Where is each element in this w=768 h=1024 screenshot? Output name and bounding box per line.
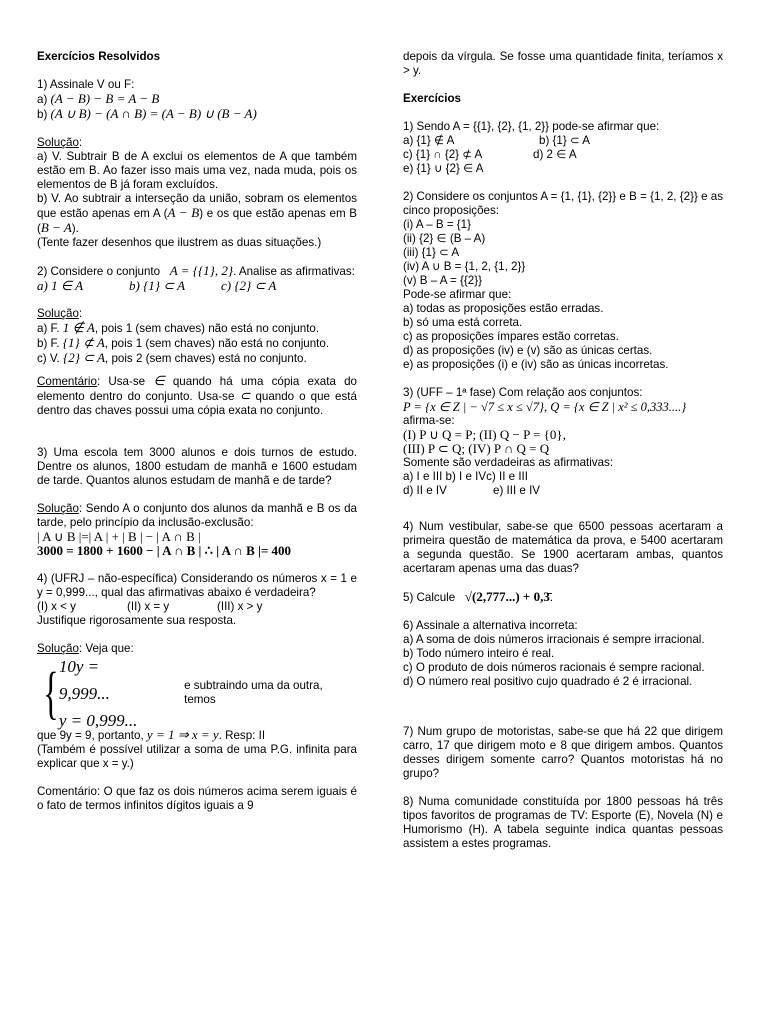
e2-option-d: d) as proposições (iv) e (v) são as únicas certas. [403,344,653,357]
q2-solution-c: c) V. {2} ⊂ A, pois 2 (sem chaves) está no conjunto. [37,350,307,365]
question-4 [37,572,357,813]
e2-prop-iv: (iv) A ∪ B = {1, 2, {1, 2}} [403,260,526,273]
q4-justify: Justifique rigorosamente sua resposta. [37,614,237,627]
e2-option-a: a) todas as proposições estão erradas. [403,302,604,315]
e2-ask: Pode-se afirmar que: [403,288,512,301]
e4-stem: 4) Num vestibular, sabe-se que 6500 pessoas acertaram a primeira questão de matemática da prova, e 5400 acertaram a segunda questão. Se 1900 acertaram ambas, quantos acertaram apenas uma das duas? [403,520,723,575]
q4-option-1: (I) x < y [37,600,76,613]
e2-prop-i: (i) A – B = {1} [403,218,471,231]
q2-option-a: a) 1 ∈ A [37,278,84,293]
left-column [37,50,357,813]
e1-stem: 1) Sendo A = {{1}, {2}, {1, 2}} pode-se afirmar que: [403,120,660,133]
q4-option-3: (III) x > y [217,600,263,613]
exercise-7 [403,725,723,781]
e2-stem: 2) Considere os conjuntos A = {1, {1}, {2}} e B = {1, 2, {2}} e as cinco proposições: [403,190,723,217]
question-3 [37,446,357,558]
q1-solution-b: b) V. Ao subtrair a interseção da união, sobram os elementos que estão apenas em A (A − B) e os que estão apenas em B (B − A). [37,192,357,235]
q4-options [37,600,357,614]
q4-equation-2: y = 0,999... [58,710,138,730]
e3-option-d: d) II e IV [403,484,447,497]
q1-option-b: b) (A ∪ B) − (A ∩ B) = (A − B) ∪ (B − A) [37,106,257,121]
e3-stem: 3) (UFF – 1ª fase) Com relação aos conjuntos: [403,386,643,399]
e3-afirma: afirma-se: [403,414,455,427]
q3-formula-1: | A ∪ B |=| A | + | B | − | A ∩ B | [37,529,201,544]
q2-solution-b: b) F. {1} ⊄ A, pois 1 (sem chaves) não está no conjunto. [37,335,330,350]
e3-sets: P = {x ∈ Z | − √7 ≤ x ≤ √7}, Q = {x ∈ Z | x² ≤ 0,333....} [403,400,687,414]
q3-formula-2: 3000 = 1800 + 1600 − | A ∩ B | ∴ | A ∩ B |= 400 [37,543,292,558]
q2-solution-a: a) F. 1 ∉ A, pois 1 (sem chaves) não está no conjunto. [37,320,320,335]
e6-option-a: a) A soma de dois números irracionais é sempre irracional. [403,633,705,646]
q3-stem: 3) Uma escola tem 3000 alunos e dois turnos de estudo. Dentre os alunos, 1800 estudam de manhã e 1600 estudam de tarde. Quantos alunos estudam de manhã e de tarde? [37,446,357,487]
exercise-1 [403,120,723,176]
e3-ask: Somente são verdadeiras as afirmativas: [403,456,614,469]
system-brace: { [43,660,59,725]
question-1 [37,78,357,250]
exercises-heading: Exercícios [403,92,462,105]
q2-set-expression: A = {{1}, 2} [169,263,234,278]
q4-solution-label: Solução: Veja que: [37,642,134,655]
e1-option-e: e) {1} ∪ {2} ∈ A [403,162,484,175]
q2-option-c: c) {2} ⊂ A [221,278,277,293]
e1-option-d: d) 2 ∈ A [533,148,577,161]
q4-equation-text: e subtraindo uma da outra, temos [184,679,323,706]
exercise-6 [403,619,723,689]
continuation-text: depois da vírgula. Se fosse uma quantidade finita, teríamos x > y. [403,50,723,77]
e5-line: 5) Calcule √(2,777...) + 0,3̄. [403,589,554,604]
e3-line-1: (I) P ∪ Q = P; (II) Q − P = {0}, [403,427,566,442]
q2-solution-label: Solução: [37,307,83,320]
section-title: Exercícios Resolvidos [37,50,161,63]
e2-prop-ii: (ii) {2} ∈ (B – A) [403,232,486,245]
exercise-4 [403,520,723,576]
e6-stem: 6) Assinale a alternativa incorreta: [403,619,578,632]
e3-option-e: e) III e IV [493,484,541,497]
q1-option-a: a) (A − B) − B = A − B [37,91,160,106]
q1-solution-note: (Tente fazer desenhos que ilustrem as duas situações.) [37,236,322,249]
q4-option-2: (II) x = y [127,600,170,613]
e1-option-a: a) {1} ∉ A [403,134,455,147]
q2-stem: 2) Considere o conjunto A = {{1}, 2}. Analise as afirmativas: [37,263,355,278]
right-column [403,50,723,851]
e2-prop-v: (v) B – A = {{2}} [403,274,482,287]
q4-stem: 4) (UFRJ – não-específica) Considerando os números x = 1 e y = 0,999..., qual das afirmativas abaixo é verdadeira? [37,572,357,599]
q1-solution-label: Solução: [37,136,83,149]
e2-option-e: e) as proposições (i) e (iv) são as únicas incorretas. [403,358,669,371]
q1-a-expression: (A − B) − B = A − B [50,91,160,106]
e1-option-b: b) {1} ⊂ A [539,134,590,147]
exercise-3 [403,386,723,498]
q2-comment: Comentário: Usa-se ∈ quando há uma cópia exata do elemento dentro do conjunto. Usa-se ⊂ quando o que está dentro das chaves possui uma cópia exata no conjunto. [37,373,357,417]
q1-solution-a: a) V. Subtrair B de A exclui os elementos de A que também estão em B. Ao fazer isso mais uma vez, nada muda, pois os elementos de B já foram excluídos. [37,150,357,191]
e7-stem: 7) Num grupo de motoristas, sabe-se que há 22 que dirigem carro, 17 que dirigem moto e 8 que dirigem ambos. Quantos desses dirigem somente carro? Quantos motoristas há no grupo? [403,725,723,780]
q3-solution: Solução: Sendo A o conjunto dos alunos da manhã e B os da tarde, pelo princípio da inclusão-exclusão: [37,502,357,529]
q4-comment: Comentário: O que faz os dois números acima serem iguais é o fato de termos infinitos dígitos iguais a 9 [37,785,357,812]
e2-prop-iii: (iii) {1} ⊂ A [403,246,460,259]
e8-stem: 8) Numa comunidade constituída por 1800 pessoas há três tipos favoritos de programas de TV: Esporte (E), Novela (N) e Humorismo (H). A tabela seguinte indica quantas pessoas assistem a estes programas. [403,795,723,850]
question-2 [37,264,357,418]
q1-stem: 1) Assinale V ou F: [37,78,135,91]
q4-equation-1: 10y = 9,999... [58,656,110,703]
e6-option-c: c) O produto de dois números racionais é sempre racional. [403,661,705,674]
e6-option-b: b) Todo número inteiro é real. [403,647,555,660]
e2-option-b: b) só uma está correta. [403,316,523,329]
e3-options-1: a) I e III b) I e IVc) II e III [403,470,528,483]
q4-result: que 9y = 9, portanto, y = 1 ⇒ x = y. Resp: II [37,727,266,742]
e2-option-c: c) as proposições ímpares estão corretas. [403,330,619,343]
exercise-5 [403,590,723,605]
e6-option-d: d) O número real positivo cujo quadrado é 2 é irracional. [403,675,693,688]
e5-expression: √(2,777...) + 0,3̄ [464,589,550,604]
e3-line-2: (III) P ⊂ Q; (IV) P ∩ Q = Q [403,441,550,456]
q2-option-b: b) {1} ⊂ A [129,278,186,293]
exercise-2 [403,190,723,372]
q4-note: (Também é possível utilizar a soma de uma P.G. infinita para explicar que x = y.) [37,743,357,770]
q1-b-expression: (A ∪ B) − (A ∩ B) = (A − B) ∪ (B − A) [50,106,257,121]
e1-option-c: c) {1} ∩ {2} ⊄ A [403,148,483,161]
exercise-8 [403,795,723,851]
q2-options [37,279,357,293]
q4-equation-system [37,656,357,730]
